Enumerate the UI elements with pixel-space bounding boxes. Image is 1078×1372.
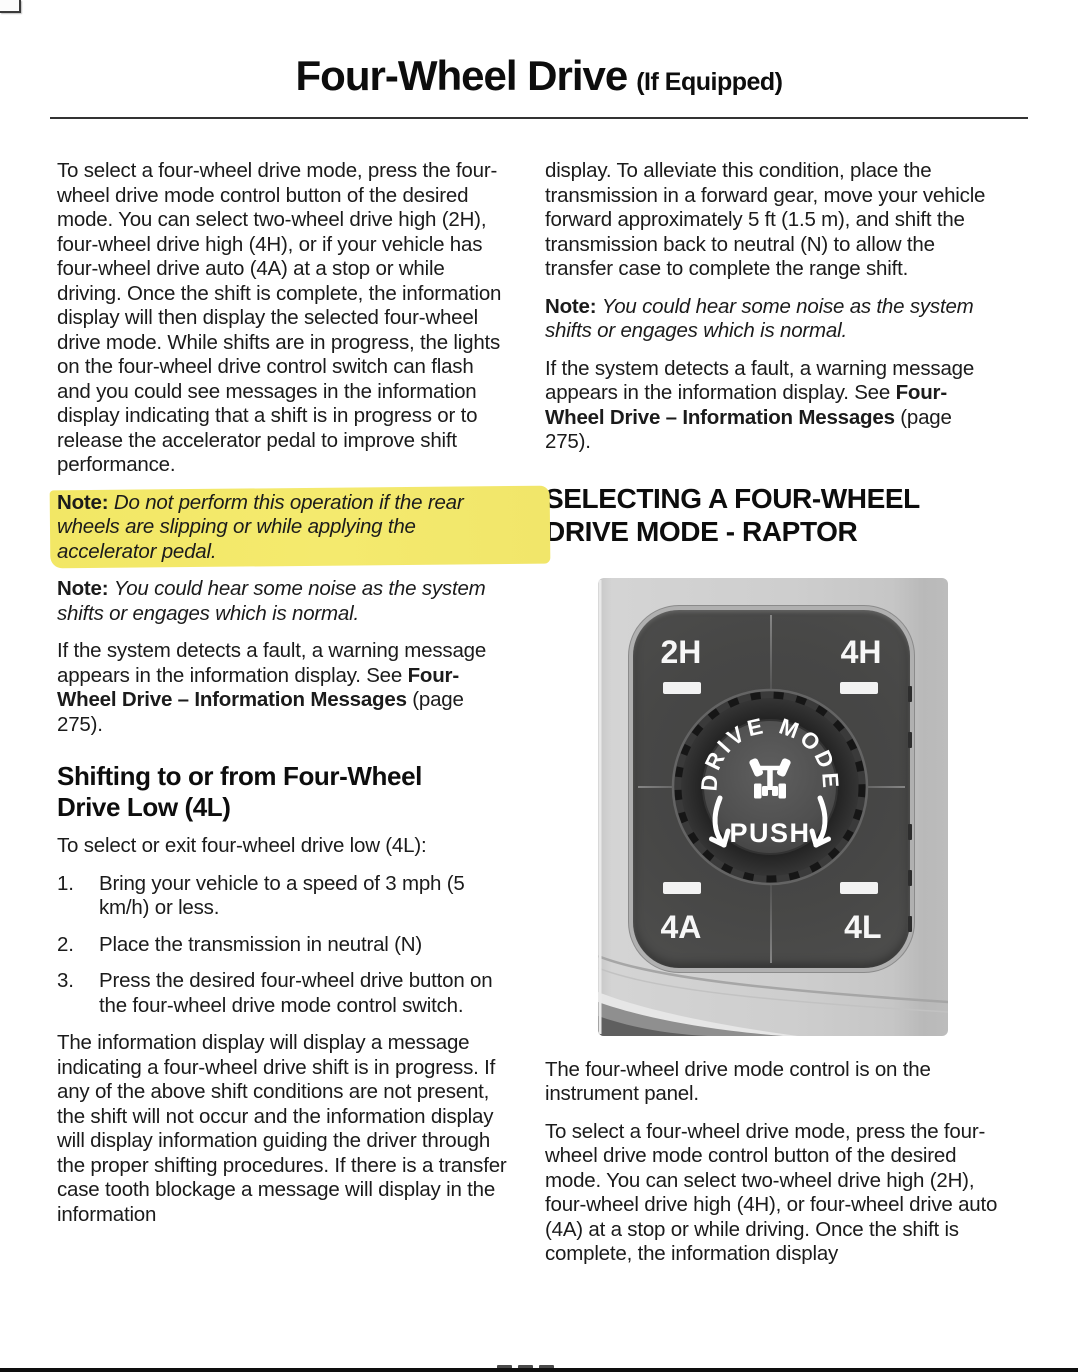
paragraph-fault-right: [545, 357, 1000, 455]
panel-edge-notch: [908, 870, 912, 886]
step-number: 1.: [57, 871, 74, 895]
step-number: 3.: [57, 969, 74, 992]
header-rule: [50, 117, 1028, 119]
left-column: [57, 159, 512, 1280]
page-footer-bar: [0, 1368, 1078, 1372]
fault-text-post: (page 275).: [57, 688, 464, 736]
mode-label-2h: 2H: [660, 633, 702, 670]
list-item: [57, 872, 512, 921]
note-text: You could hear some noise as the system shifts or engages which is normal.: [545, 294, 974, 342]
paragraph-control-location: The four-wheel drive mode control is on the instrument panel.: [545, 1057, 931, 1105]
step-text: Bring your vehicle to a speed of 3 mph (5 km/h) or less.: [99, 871, 465, 919]
two-column-layout: [0, 159, 1078, 1280]
note-label: Note:: [57, 577, 109, 600]
note-text: Do not perform this operation if the rear wheels are slipping or while applying the accelerator pedal.: [57, 490, 464, 563]
panel-edge-notch: [908, 732, 912, 748]
mode-label-4h: 4H: [840, 633, 882, 670]
scan-corner-mark: [0, 0, 21, 13]
paragraph-shift-progress: The information display will display a message indicating a four-wheel drive shift is in progress. If any of the above shift conditions are not present, the shift will not occur and the information display will display information guiding the driver through the proper shifting procedures. If there is a transfer case tooth blockage a message will display in the information: [57, 1031, 507, 1226]
fault-text-pre: If the system detects a fault, a warning message appears in the information display. See: [57, 639, 487, 687]
panel-edge-notch: [908, 916, 912, 932]
drive-mode-knob: [670, 687, 870, 887]
step-number: 2.: [57, 932, 74, 956]
numbered-steps: [57, 872, 512, 1019]
panel-edge-notch: [908, 824, 912, 840]
knob-push-text: PUSH: [728, 817, 811, 848]
page-title: Four-Wheel Drive: [295, 52, 628, 99]
paragraph-select-mode-raptor: To select a four-wheel drive mode, press the four-wheel drive mode control button of the desired mode. You can select two-wheel drive high (2H), four-wheel drive high (4H), or four-wheel drive auto (4A) at a stop or while driving. Once the shift is complete, the information display: [545, 1119, 998, 1265]
drive-mode-control-figure: [598, 578, 948, 1036]
list-item: [57, 933, 512, 958]
cross-reference: Four-Wheel Drive – Information Messages: [545, 381, 947, 429]
note-text: You could hear some noise as the system shifts or engages which is normal.: [57, 577, 486, 625]
step-text: Press the desired four-wheel drive button on the four-wheel drive mode control switch.: [99, 969, 493, 1017]
mode-label-4a: 4A: [660, 908, 702, 945]
note-highlighted: [57, 491, 512, 565]
knob-arc-text: DRIVE MODE: [695, 712, 843, 792]
paragraph-select-mode: To select a four-wheel drive mode, press the four-wheel drive mode control button of the desired mode. You can select two-wheel drive high (2H), four-wheel drive high (4H), or if your vehicle has four-wheel drive auto (4A) at a stop or while driving. Once the shift is complete, the information display will then display the selected four-wheel drive mode. While shifts are in progress, the lights on the four-wheel drive control switch can flash and you could see messages in the information display indicating that a shift is in progress or to release the accelerator pedal to improve shift performance.: [57, 159, 502, 476]
list-item: [57, 969, 512, 1018]
note-label: Note:: [545, 294, 597, 318]
paragraph-fault-left: [57, 639, 512, 737]
page-title-suffix: (If Equipped): [636, 68, 783, 96]
note-noise-right: [545, 295, 1000, 344]
note-label: Note:: [57, 490, 109, 514]
fault-text-pre: If the system detects a fault, a warning message appears in the information display. See: [545, 356, 975, 404]
page-header: [0, 0, 1078, 119]
paragraph-4l-intro: To select or exit four-wheel drive low (4L):: [57, 834, 427, 857]
right-column: [545, 159, 1000, 1280]
mode-label-4l: 4L: [844, 908, 882, 945]
paragraph-alleviate: display. To alleviate this condition, place the transmission in a forward gear, move your vehicle forward approximately 5 ft (1.5 m), and shift the transmission back to neutral (N) to allow the transfer case to complete the range shift.: [545, 159, 986, 280]
cross-reference: Four-Wheel Drive – Information Messages: [57, 663, 459, 711]
heading-shifting-4l: Shifting to or from Four-Wheel Drive Low (4L): [57, 761, 422, 822]
step-text: Place the transmission in neutral (N): [99, 932, 423, 956]
note-noise-left: [57, 577, 512, 626]
fault-text-post: (page 275).: [545, 405, 952, 453]
heading-selecting-raptor: SELECTING A FOUR-WHEEL DRIVE MODE - RAPTOR: [545, 482, 920, 547]
panel-edge-notch: [908, 686, 912, 702]
